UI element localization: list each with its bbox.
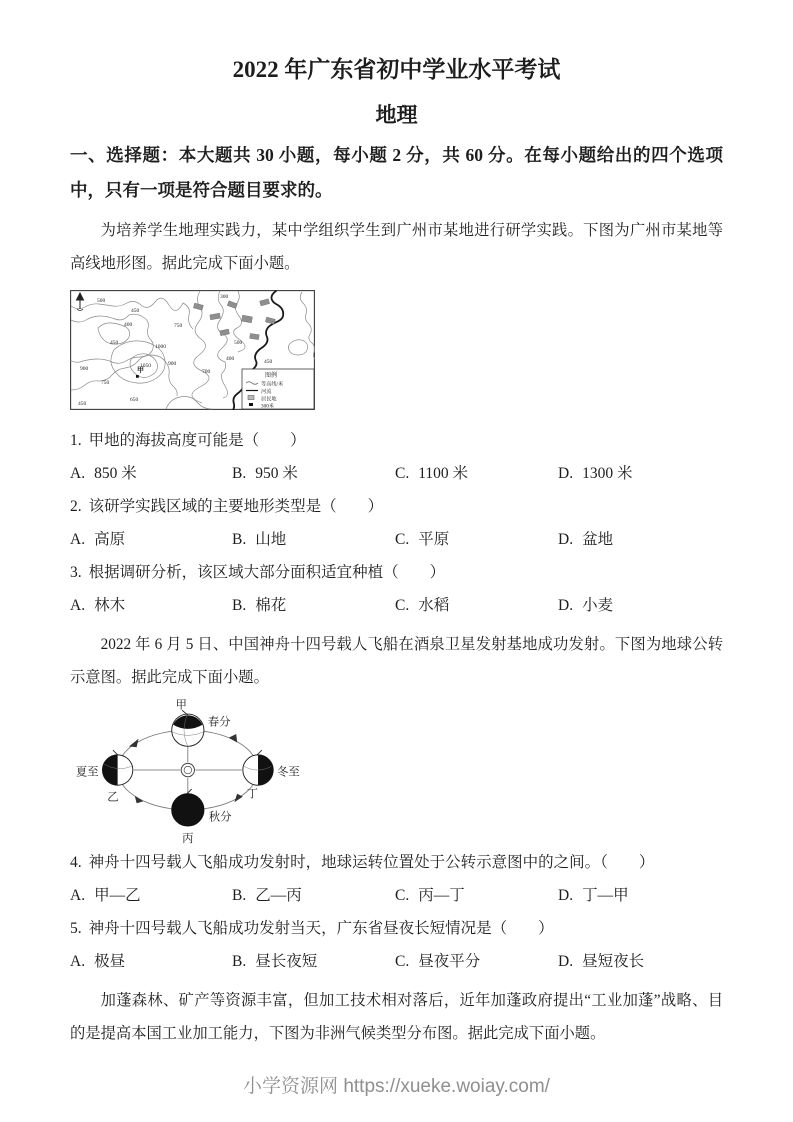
watermark-footer: 小学资源网 https://xueke.woiay.com/	[243, 1076, 550, 1097]
question-text: 根据调研分析，该区域大部分面积适宜种植（ ）	[88, 564, 446, 581]
option-b: B. 乙—丙	[232, 887, 302, 904]
question-number: 4.	[70, 854, 82, 871]
options-row	[70, 945, 723, 978]
season-label-top: 春分	[207, 716, 231, 729]
svg-text:1050: 1050	[140, 363, 151, 369]
option-a: A. 850 米	[70, 465, 137, 482]
option-a: A. 甲—乙	[70, 887, 141, 904]
passage-contour-intro: 为培养学生地理实践力，某中学组织学生到广州市某地进行研学实践。下图为广州市某地等高线地形图。据此完成下面小题。	[70, 222, 723, 272]
option-b: B. 950 米	[232, 465, 298, 482]
season-label-right: 冬至	[277, 766, 300, 779]
svg-text:900: 900	[168, 361, 177, 367]
svg-text:500: 500	[97, 298, 106, 304]
option-a: A. 极昼	[70, 953, 126, 970]
option-d: D. 丁—甲	[558, 887, 629, 904]
earth-top	[172, 710, 204, 746]
earth-right	[243, 750, 273, 785]
svg-text:等高线/米: 等高线/米	[261, 381, 284, 388]
position-label-bottom: 丙	[182, 833, 194, 846]
option-c: C. 水稻	[395, 597, 450, 614]
option-c: C. 1100 米	[395, 465, 469, 482]
settlement-legend-icon	[248, 396, 254, 400]
orbit-diagram-figure	[74, 696, 723, 846]
question-text: 甲地的海拔高度可能是（ ）	[88, 432, 306, 449]
position-label-top: 甲	[175, 699, 187, 712]
options-row	[70, 589, 723, 622]
page-title: 2022 年广东省初中学业水平考试	[232, 57, 561, 82]
svg-text:河流: 河流	[261, 389, 272, 395]
option-b: B. 山地	[232, 531, 287, 548]
option-c: C. 丙—丁	[395, 887, 465, 904]
question-stem	[70, 424, 723, 457]
option-d: D. 盆地	[558, 531, 614, 548]
question-stem	[70, 912, 723, 945]
earth-bottom	[172, 789, 204, 826]
question-text: 该研学实践区域的主要地形类型是（ ）	[88, 498, 384, 515]
question-text: 神舟十四号载人飞船成功发射当天，广东省昼夜长短情况是（ ）	[88, 920, 554, 937]
option-d: D. 1300 米	[558, 465, 633, 482]
svg-text:1000: 1000	[155, 344, 166, 350]
position-label-left: 乙	[107, 791, 119, 804]
position-label-right: 丁	[246, 788, 259, 801]
orbit-diagram-svg	[74, 696, 351, 846]
svg-text:650: 650	[130, 397, 139, 403]
svg-text:450: 450	[110, 340, 119, 346]
season-label-left: 夏至	[75, 766, 99, 779]
question-number: 5.	[70, 920, 82, 937]
options-row	[70, 457, 723, 490]
option-d: D. 昼短夜长	[558, 953, 645, 970]
options-row	[70, 879, 723, 912]
question-stem	[70, 490, 723, 523]
svg-text:750: 750	[174, 323, 183, 329]
svg-text:700: 700	[202, 369, 211, 375]
question-stem	[70, 556, 723, 589]
subject-title: 地理	[375, 103, 418, 127]
question-text: 神舟十四号载人飞船成功发射时，地球运转位置处于公转示意图中的之间。（ ）	[88, 854, 655, 871]
question-number: 3.	[70, 564, 82, 581]
contour-map-svg	[70, 290, 315, 410]
question-5	[70, 912, 723, 978]
svg-text:900: 900	[80, 366, 89, 372]
season-label-bottom: 秋分	[208, 811, 232, 824]
options-row	[70, 523, 723, 556]
passage-shenzhou-intro: 2022 年 6 月 5 日、中国神舟十四号载人飞船在酒泉卫星发射基地成功发射。下图为地球公转示意图。据此完成下面小题。	[70, 636, 723, 686]
section-header: 一、选择题：本大题共 30 小题，每小题 2 分，共 60 分。在每小题给出的四个选项中，只有一项是符合题目要求的。	[70, 145, 723, 200]
svg-text:450: 450	[78, 401, 87, 407]
svg-text:甲: 甲	[137, 366, 144, 374]
option-c: C. 昼夜平分	[395, 953, 481, 970]
svg-text:450: 450	[264, 359, 273, 365]
svg-text:400: 400	[124, 322, 133, 328]
svg-text:居民地: 居民地	[261, 396, 277, 403]
option-b: B. 棉花	[232, 597, 287, 614]
question-3	[70, 556, 723, 622]
svg-text:450: 450	[131, 308, 140, 314]
scale-legend-icon	[249, 403, 253, 406]
question-1	[70, 424, 723, 490]
svg-text:300米: 300米	[261, 403, 274, 410]
question-stem	[70, 846, 723, 879]
svg-text:300: 300	[220, 294, 229, 300]
question-2	[70, 490, 723, 556]
map-legend	[242, 369, 314, 410]
option-c: C. 平原	[395, 531, 450, 548]
passage-gabon-intro: 加蓬森林、矿产等资源丰富，但加工技术相对落后，近年加蓬政府提出“工业加蓬”战略、目的是提高本国工业加工能力，下图为非洲气候类型分布图。据此完成下面小题。	[70, 992, 723, 1042]
option-b: B. 昼长夜短	[232, 953, 318, 970]
option-a: A. 高原	[70, 531, 126, 548]
svg-text:750: 750	[101, 380, 110, 386]
sun-earth-lines	[134, 746, 242, 793]
earth-left	[102, 750, 132, 785]
sun-icon	[181, 763, 194, 776]
question-4	[70, 846, 723, 912]
question-number: 2.	[70, 498, 82, 515]
option-d: D. 小麦	[558, 597, 614, 614]
svg-text:500: 500	[234, 340, 243, 346]
option-a: A. 林木	[70, 597, 126, 614]
svg-text:400: 400	[226, 356, 235, 362]
contour-map-figure	[70, 290, 723, 410]
legend-title: 图例	[264, 373, 278, 379]
question-number: 1.	[70, 432, 82, 449]
